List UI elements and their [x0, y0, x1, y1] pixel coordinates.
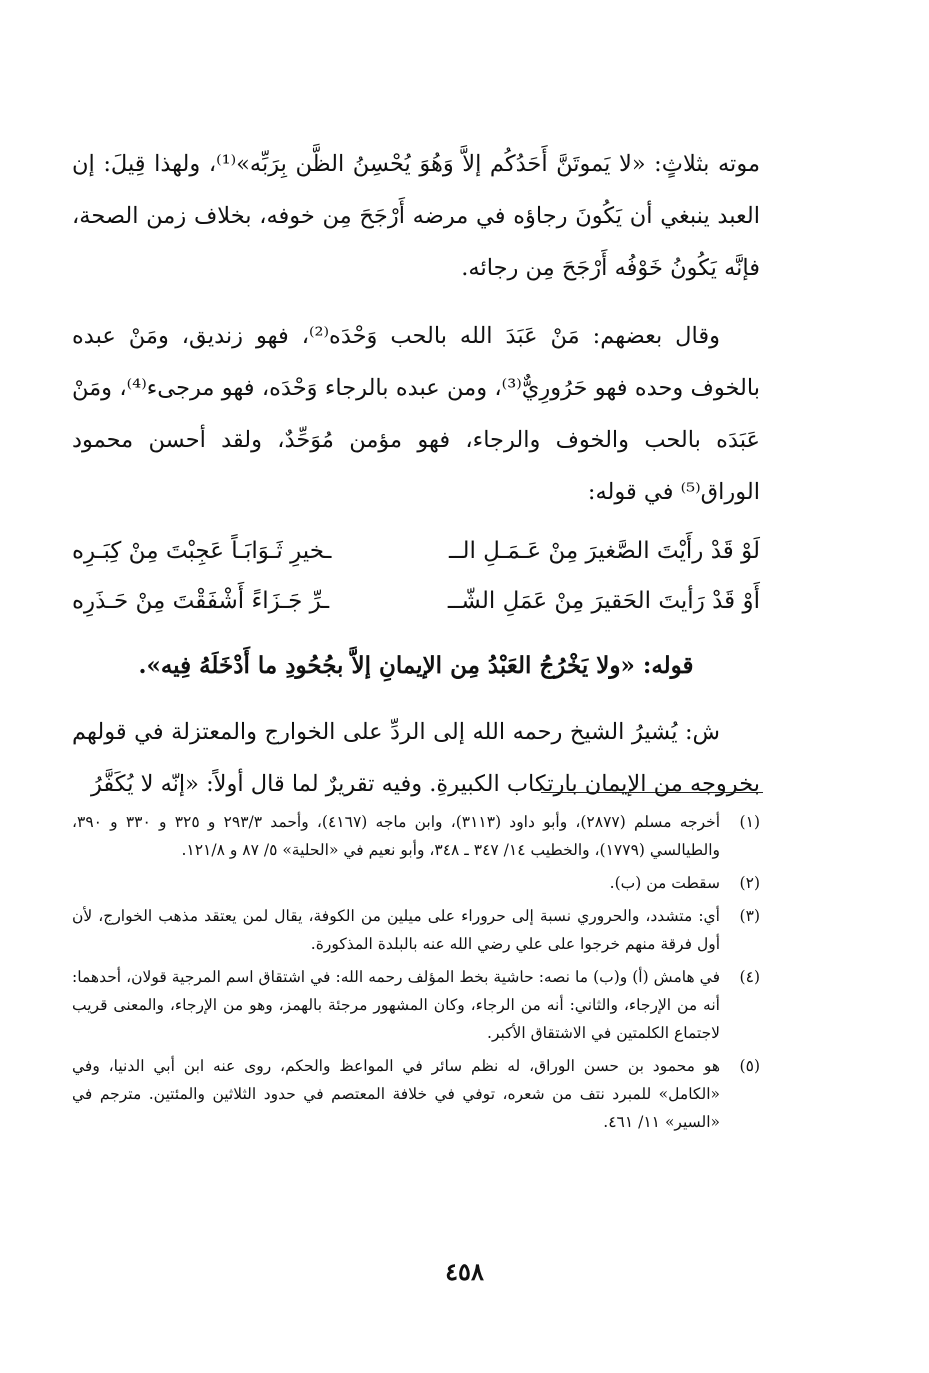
verse-2-first-hemistich: أَوْ قَدْ رَأيتَ الحَقيرَ مِنْ عَمَلِ الشّــ	[447, 588, 760, 614]
footnote-3	[72, 902, 760, 958]
footnote-text: أخرجه مسلم (٢٨٧٧)، وأبو داود (٣١١٣)، وابن ماجه (٤١٦٧)، وأحمد ٢٩٣/٣ و ٣٢٥ و ٣٣٠ و ٣٩٠، والطيالسي (١٧٧٩)، والخطيب ١٤/ ٣٤٧ ـ ٣٤٨، وأبو نعيم في «الحلية» ٥/ ٨٧ و ١٢١/٨.	[72, 813, 721, 859]
footnote-text: سقطت من (ب).	[609, 874, 720, 892]
footnote-separator	[541, 792, 763, 793]
paragraph-1: موته بثلاثٍ: «لا يَموتَنَّ أَحَدُكُم إلاَّ وَهُوَ يُحْسِنُ الظَّن بِرَبِّه»⁽¹⁾، ولهذا قِيلَ: إن العبد ينبغي أن يَكُونَ رجاؤه في مرضه أَرْجَحَ مِن خوفه، بخلاف زمن الصحة، فإنَّه يَكُونُ خَوْفُه أَرْجَحَ مِن رجائه.	[72, 151, 760, 281]
verse-2-second-hemistich: ـرِّ جَـزَاءً أَشْفَقْتَ مِنْ حَـذَرِه	[72, 588, 330, 614]
footnote-5	[72, 1052, 760, 1136]
footnote-4	[72, 963, 760, 1047]
main-text	[72, 138, 760, 810]
footnotes	[72, 808, 760, 1141]
footnote-2	[72, 869, 760, 897]
footnote-number: (٢)	[739, 874, 760, 892]
footnote-1	[72, 808, 760, 864]
footnote-number: (١)	[739, 813, 760, 831]
footnote-number: (٤)	[739, 968, 760, 986]
verse-2	[72, 576, 760, 626]
verse-1-second-hemistich: ـخيرِ ثَـوَابَـاً عَجِبْتَ مِنْ كِبَـرِه	[72, 538, 332, 564]
matn-quote: قوله: «ولا يَخْرُجُ العَبْدُ مِن الإيمانِ إلاَّ بجُحُودِ ما أَدْخَلَهُ فِيه».	[138, 652, 694, 679]
footnote-text: أي: متشدد، والحروري نسبة إلى حروراء على ميلين من الكوفة، يقال لمن يعتقد مذهب الخوارج، لأن أول فرقة منهم خرجوا على علي رضي الله عنه بالبلدة المذكورة.	[72, 907, 720, 953]
paragraph-2: وقال بعضهم: مَنْ عَبَدَ الله بالحب وَحْدَه⁽²⁾، فهو زنديق، ومَنْ عبده بالخوف وحده فهو حَرُورِيٌّ⁽³⁾، ومن عبده بالرجاء وَحْدَه، فهو مرجىء⁽⁴⁾، ومَنْ عَبَدَه بالحب والخوف والرجاء، فهو مؤمن مُوَحِّدٌ، ولقد أحسن محمود الوراق⁽⁵⁾ في قوله:	[72, 323, 760, 505]
page-number: ٤٥٨	[445, 1257, 484, 1286]
footnote-text: هو محمود بن حسن الوراق، له نظم سائر في المواعظ والحكم، روى عنه ابن أبي الدنيا، وفي «الكامل» للمبرد نتف من شعره، توفي في خلافة المعتصم في حدود الثلاثين والمئتين. مترجم في «السير» ١١/ ٤٦١.	[72, 1057, 720, 1131]
footnote-text: في هامش (أ) و(ب) ما نصه: حاشية بخط المؤلف رحمه الله: في اشتقاق اسم المرجية قولان، أحدهما: أنه من الإرجاء، والثاني: أنه من الرجاء، وكان المشهور مرجئة بالهمز، وهو من الإرجاء، والمعنى قريب لاجتماع الكلمتين في الاشتقاق الأكبر.	[72, 968, 720, 1042]
footnote-number: (٥)	[739, 1057, 760, 1075]
verse-1-first-hemistich: لَوْ قَدْ رأَيْتَ الصَّغيرَ مِنْ عَـمَـلِ الــ	[449, 538, 760, 564]
poem	[72, 526, 760, 626]
verse-1	[72, 526, 760, 576]
footnote-number: (٣)	[739, 907, 760, 925]
commentary-paragraph: ش: يُشيرُ الشيخ رحمه الله إلى الردِّ على الخوارج والمعتزلة في قولهم بخروجه من الإيمان بارتكاب الكبيرةِ. وفيه تقريرٌ لما قال أولاً: «إنّه لا يُكَفَّرُ	[72, 719, 760, 797]
